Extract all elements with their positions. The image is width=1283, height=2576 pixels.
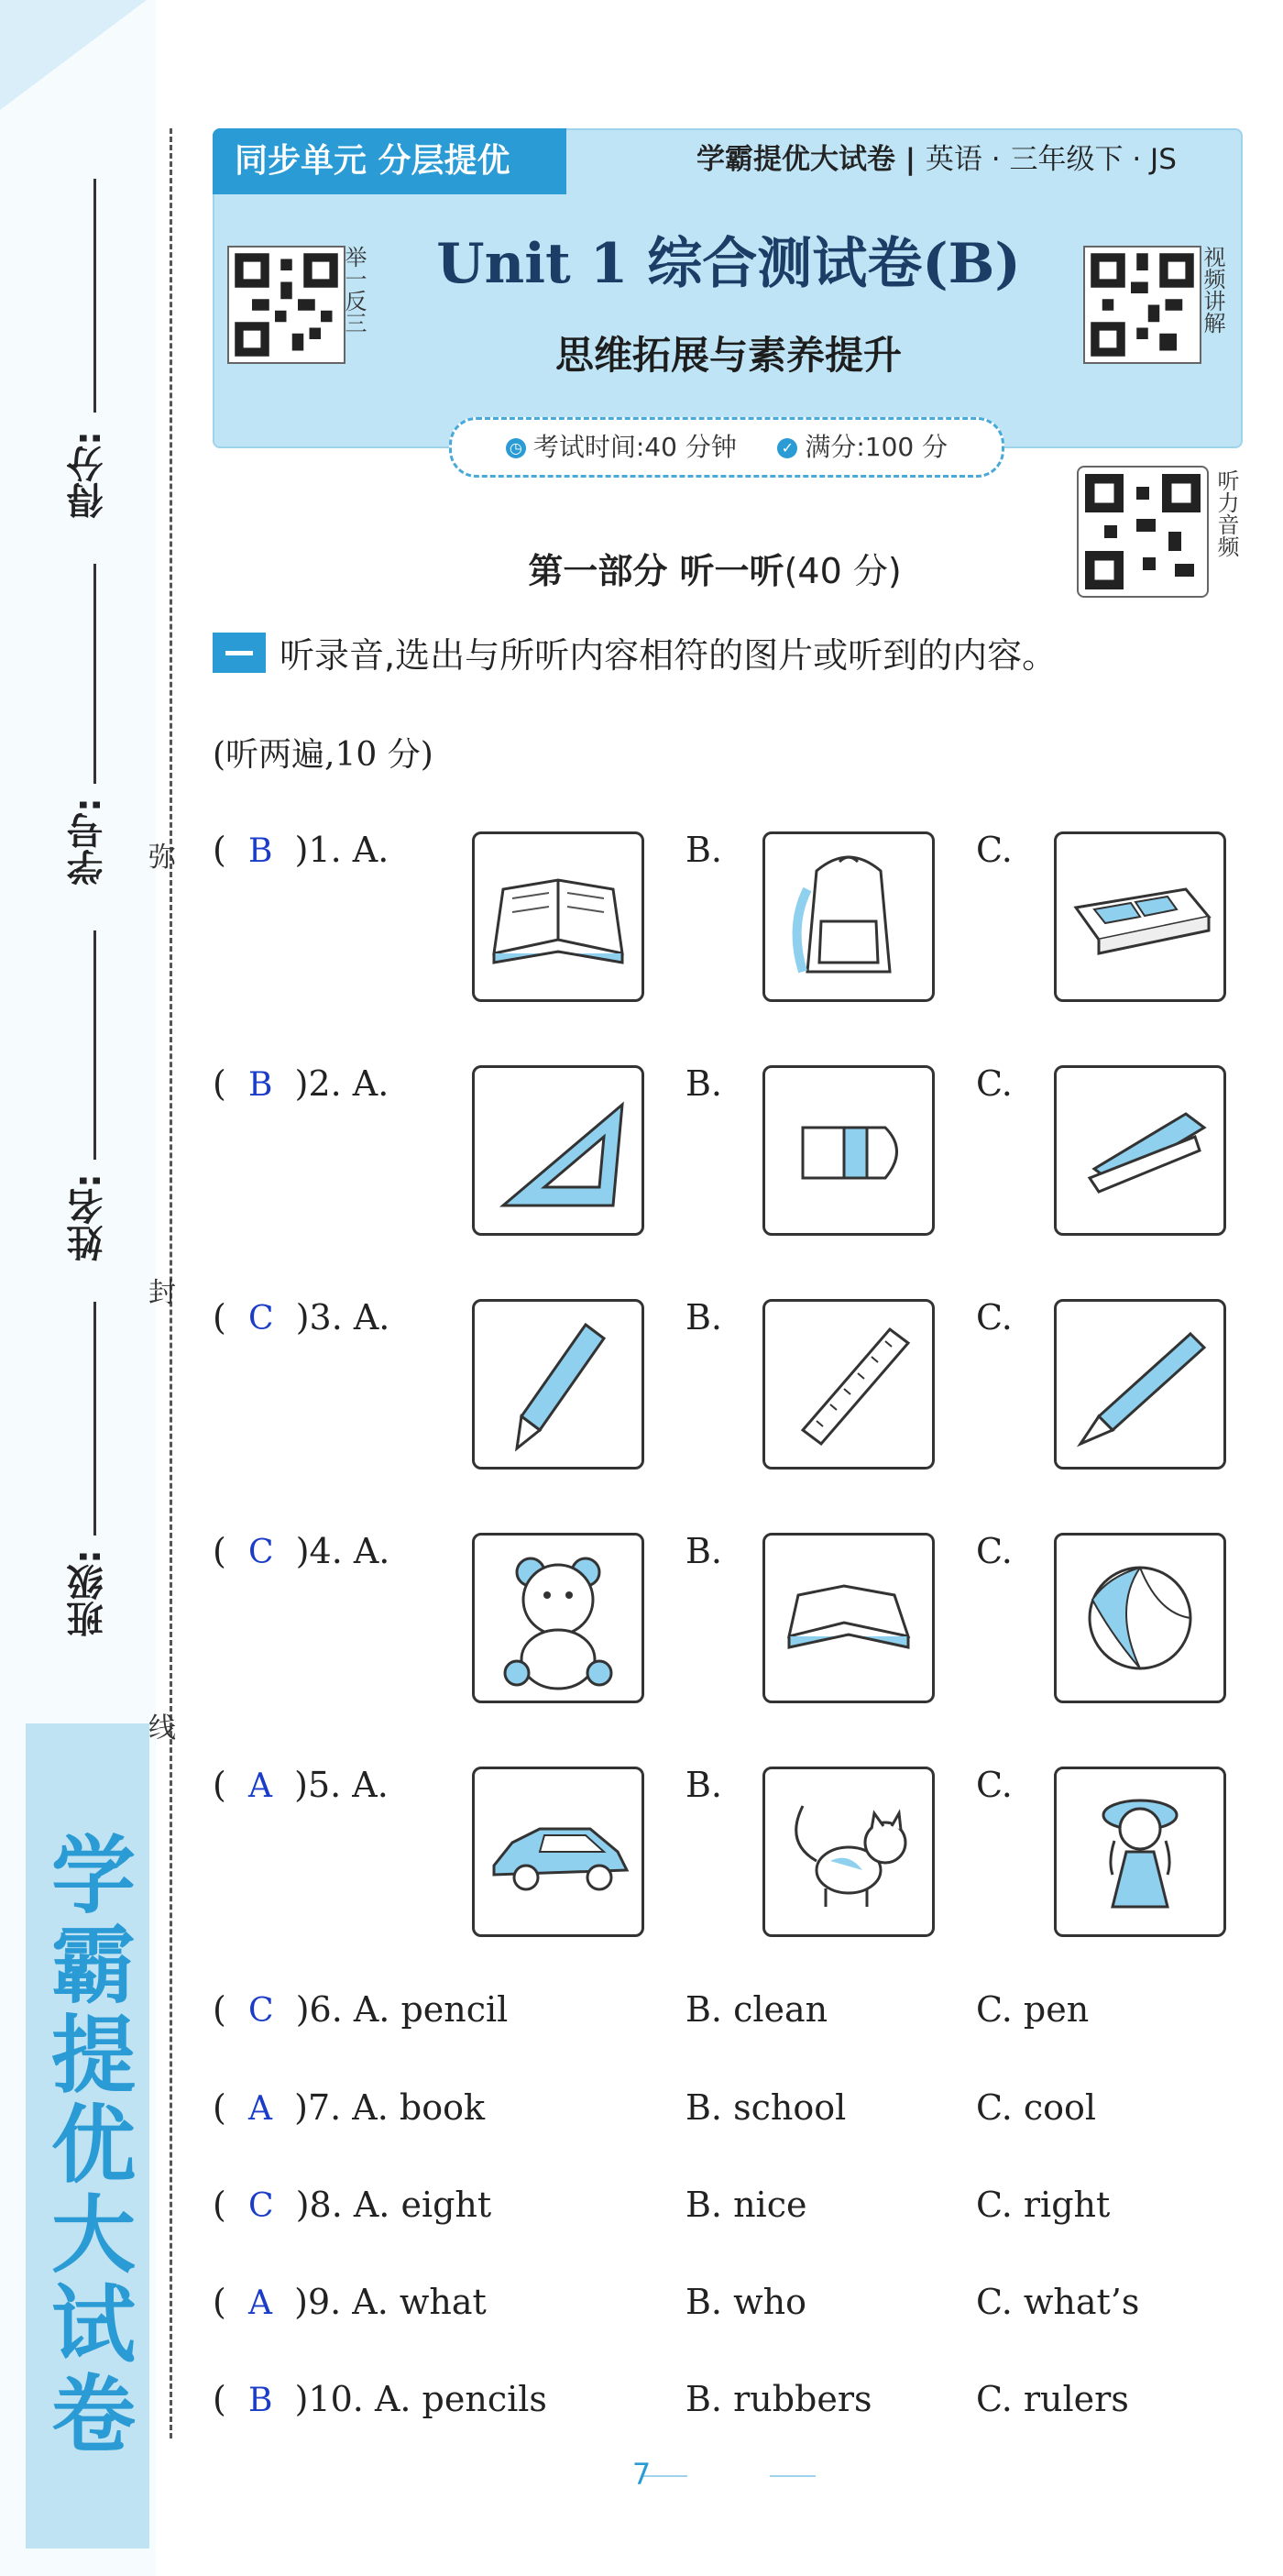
seal-char-mi: 弥 (148, 842, 176, 874)
class-field: 班级: (66, 1549, 109, 1637)
question-row-9: ( A )9. A. what (213, 2282, 487, 2322)
page-number: 7 (631, 2457, 652, 2492)
option-b[interactable]: B. nice (685, 2185, 807, 2225)
name-line[interactable] (93, 930, 96, 1160)
question-row-5: ( A )5. A. (213, 1765, 389, 1805)
option-b-label: B. (685, 830, 723, 870)
corner-decoration (0, 0, 147, 110)
question-row-8: ( C )8. A. eight (213, 2185, 492, 2225)
student-number-field: 学号: (66, 798, 109, 886)
option-c-label: C. (976, 1531, 1013, 1571)
fountain-pen-image[interactable] (472, 1299, 644, 1470)
option-b[interactable]: B. who (685, 2282, 806, 2322)
question-row-4: ( C )4. A. (213, 1531, 390, 1571)
answer-mark[interactable]: B (247, 832, 273, 870)
header-tag: 同步单元 分层提优 (213, 128, 566, 194)
answer-mark[interactable]: B (247, 1066, 273, 1104)
option-c-label: C. (976, 830, 1013, 870)
option-b-label: B. (685, 1765, 723, 1805)
part-title: 第一部分 听一听(40 分) (528, 551, 902, 591)
rubber-image[interactable] (762, 1065, 935, 1236)
section-note: (听两遍,10 分) (213, 736, 433, 774)
clock-icon: ◷ (506, 438, 526, 458)
option-c[interactable]: C. rulers (976, 2379, 1129, 2419)
question-row-3: ( C )3. A. (213, 1297, 390, 1338)
page-number-rule (770, 2475, 816, 2477)
section-instruction: 听录音,选出与所听内容相符的图片或听到的内容。 (280, 635, 1058, 676)
answer-mark[interactable]: C (247, 2187, 274, 2225)
listening-qr-code-icon[interactable] (1077, 466, 1209, 598)
answer-mark[interactable]: C (247, 1300, 274, 1338)
schoolbag-image[interactable] (762, 831, 935, 1002)
student-number-line[interactable] (93, 564, 96, 784)
book-image[interactable] (472, 831, 644, 1002)
option-b[interactable]: B. school (685, 2087, 847, 2128)
seal-char-feng: 封 (148, 1277, 176, 1309)
paper-title: Unit 1 综合测试卷(B) (436, 232, 1021, 296)
option-b-label: B. (685, 1531, 723, 1571)
doll-image[interactable] (1054, 1767, 1226, 1937)
listening-qr-label: 听力音频 (1213, 469, 1239, 557)
set-square-image[interactable] (472, 1065, 644, 1236)
class-line[interactable] (93, 1302, 96, 1536)
name-field: 姓名: (66, 1173, 109, 1261)
car-image[interactable] (472, 1767, 644, 1937)
option-c-label: C. (976, 1297, 1013, 1338)
stapler-image[interactable] (1054, 1065, 1226, 1236)
teddy-bear-image[interactable] (472, 1533, 644, 1703)
option-c-label: C. (976, 1063, 1013, 1104)
answer-mark[interactable]: C (247, 1534, 274, 1571)
ruler-image[interactable] (762, 1299, 935, 1470)
check-icon: ✓ (777, 438, 797, 458)
option-c[interactable]: C. right (976, 2185, 1111, 2225)
pencil-box-image[interactable] (1054, 831, 1226, 1002)
brand-vertical-text: 学霸提优大试卷 (38, 1831, 137, 2460)
answer-mark[interactable]: A (247, 2284, 272, 2322)
open-book-image[interactable] (762, 1533, 935, 1703)
option-b-label: B. (685, 1063, 723, 1104)
seal-char-xian: 线 (148, 1712, 176, 1745)
option-b-label: B. (685, 1297, 723, 1338)
option-b[interactable]: B. clean (685, 1989, 828, 2030)
qr-right-label: 视频讲解 (1200, 246, 1225, 334)
question-row-6: ( C )6. A. pencil (213, 1989, 509, 2030)
paper-subtitle: 思维拓展与素养提升 (554, 333, 902, 378)
answer-mark[interactable]: A (247, 1767, 272, 1805)
option-c[interactable]: C. what’s (976, 2282, 1140, 2322)
option-c[interactable]: C. cool (976, 2087, 1097, 2128)
qr-code-icon[interactable] (1083, 246, 1201, 364)
answer-mark[interactable]: C (247, 1992, 274, 2030)
answer-mark[interactable]: A (247, 2090, 272, 2128)
question-row-2: ( B )2. A. (213, 1063, 389, 1104)
question-row-10: ( B )10. A. pencils (213, 2379, 547, 2419)
qr-code-icon[interactable] (227, 246, 345, 364)
score-line[interactable] (93, 179, 96, 413)
option-c[interactable]: C. pen (976, 1989, 1090, 2030)
ball-image[interactable] (1054, 1533, 1226, 1703)
question-row-7: ( A )7. A. book (213, 2087, 486, 2128)
exam-info-bar: ◷ 考试时间:40 分钟 ✓ 满分:100 分 (449, 417, 1004, 478)
option-b[interactable]: B. rubbers (685, 2379, 872, 2419)
answer-mark[interactable]: B (247, 2382, 273, 2419)
question-row-1: ( B )1. A. (213, 830, 389, 870)
score-field: 得分: (66, 431, 109, 519)
cat-image[interactable] (762, 1767, 935, 1937)
pencil-image[interactable] (1054, 1299, 1226, 1470)
series-info: 学霸提优大试卷 | 英语 · 三年级下 · JS (696, 143, 1177, 176)
section-number-badge (213, 633, 266, 673)
qr-left-label: 举一反三 (341, 246, 367, 334)
option-c-label: C. (976, 1765, 1013, 1805)
